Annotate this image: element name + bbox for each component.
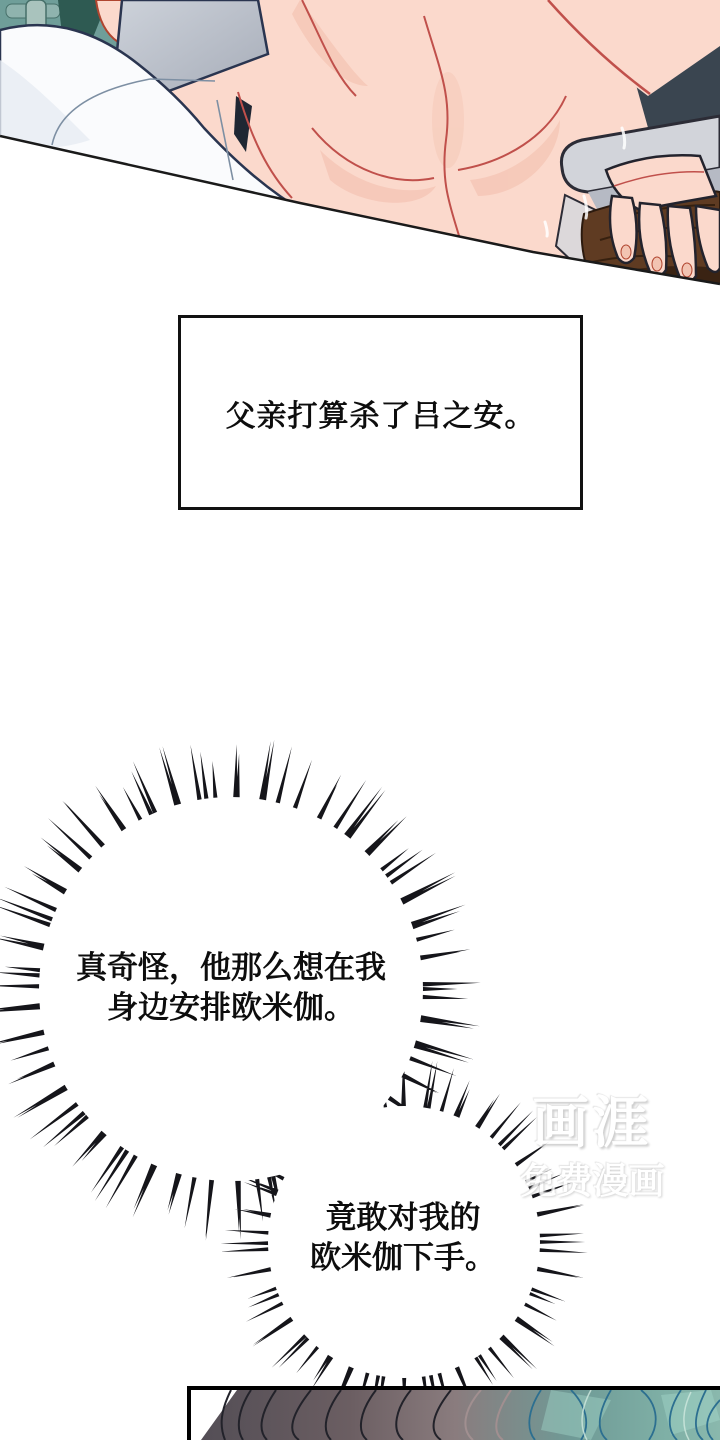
bubble-1-line-1: 真奇怪，他那么想在我 xyxy=(76,950,386,985)
caption-box xyxy=(178,315,583,510)
bubble-1-line-2: 身边安排欧米伽。 xyxy=(107,990,355,1025)
thought-bubble-1-text xyxy=(26,948,436,1028)
top-panel-art xyxy=(0,0,720,300)
thought-bubbles-burst xyxy=(0,730,720,1410)
bubble-2-line-1: 竟敢对我的 xyxy=(325,1200,481,1235)
bubble-2-line-2: 欧米伽下手。 xyxy=(310,1240,496,1275)
watermark-subtitle: 免费漫画 xyxy=(520,1160,665,1201)
bottom-panel xyxy=(187,1386,720,1440)
thought-bubble-2-text xyxy=(243,1198,563,1278)
watermark-title: 画涯 xyxy=(532,1091,653,1154)
caption-text: 父亲打算杀了吕之安。 xyxy=(225,399,536,433)
bottom-panel-art xyxy=(191,1390,720,1440)
